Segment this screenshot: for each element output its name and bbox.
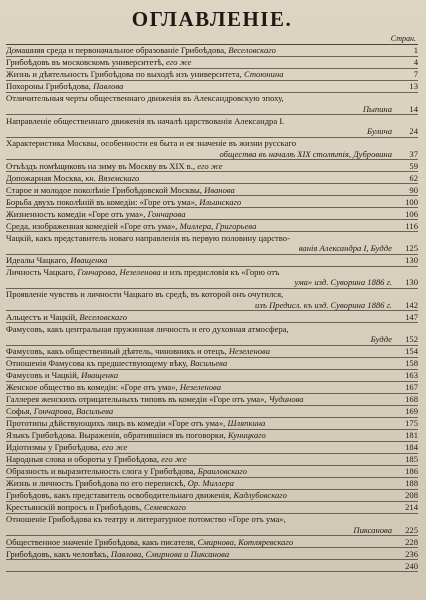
entry-page-number: 167 bbox=[405, 382, 418, 393]
entry-title-text: Альцестъ и Чацкій, bbox=[6, 311, 78, 322]
entry-title-text: Идеалы Чацкаго, bbox=[6, 254, 69, 265]
entry-title: Чацкій, какъ представитель новаго направленія въ первую половину царство- bbox=[6, 232, 290, 243]
entry-title bbox=[6, 406, 396, 416]
entry-title-text: Старое и молодое поколѣніе Грибоѣдовской Москвы, bbox=[6, 184, 202, 195]
toc-entry bbox=[6, 69, 418, 81]
entry-title-text: Общественное значеніе Грибоѣдова, какъ писателя, bbox=[6, 536, 196, 547]
entry-author: Шляпкина bbox=[227, 418, 266, 429]
entry-page-number: 158 bbox=[405, 358, 418, 369]
entry-page-number: 37 bbox=[409, 148, 418, 159]
entry-title-text: Жизнь и дѣятельность Грибоѣдова по выходѣ изъ университета, bbox=[6, 69, 242, 80]
entry-title bbox=[6, 185, 396, 195]
entry-continuation: Пыпина bbox=[362, 103, 392, 114]
entry-page-number: 175 bbox=[405, 418, 418, 429]
entry-author: Павлова, Смирнова и Пиксанова bbox=[110, 548, 230, 559]
entry-title-text: Грибоѣдовъ, какъ представитель освободительнаго движенія, bbox=[6, 490, 232, 501]
toc-entry bbox=[6, 430, 418, 442]
entry-title bbox=[6, 430, 396, 440]
page-title: ОГЛАВЛЕНІЕ. bbox=[131, 7, 293, 31]
entry-author: Куницкаго bbox=[228, 430, 266, 441]
entry-title bbox=[6, 45, 396, 55]
entry-author: Кадлубовскаго bbox=[233, 490, 287, 501]
entry-title bbox=[6, 549, 396, 559]
toc-entry bbox=[6, 81, 418, 93]
entry-title bbox=[6, 255, 396, 265]
entry-author: Смирнова, Котляревскаго bbox=[197, 536, 294, 547]
entry-author: Павлова bbox=[93, 81, 124, 92]
entry-page-number: 169 bbox=[405, 406, 418, 417]
entry-title bbox=[6, 370, 396, 380]
entry-title-text: Борьба двухъ поколѣній въ комедіи: «Горе отъ ума», bbox=[6, 196, 198, 207]
entry-continuation: изъ Предисл. къ изд. Суворина 1886 г. bbox=[254, 299, 392, 310]
entry-page-number: 152 bbox=[405, 334, 418, 345]
entry-continuation: Булича bbox=[367, 126, 392, 137]
entry-page-number: 59 bbox=[409, 160, 418, 171]
toc-entry bbox=[6, 45, 418, 57]
toc-entry bbox=[6, 232, 418, 254]
entry-author: Миллера, Григорьева bbox=[179, 220, 257, 231]
entry-author: Гончарова, Незеленова bbox=[77, 266, 161, 277]
entry-author: Васильева bbox=[190, 358, 228, 369]
entry-author: Браиловскаго bbox=[197, 466, 248, 477]
toc-entry bbox=[6, 160, 418, 172]
entry-author: его же bbox=[197, 160, 223, 171]
entry-title: Отличительныя черты общественнаго движенія въ Александровскую эпоху, bbox=[6, 93, 284, 104]
entry-author: его же bbox=[161, 454, 187, 465]
entry-page-number: 240 bbox=[405, 560, 418, 571]
toc-entry bbox=[6, 323, 418, 345]
entry-page-number: 154 bbox=[405, 346, 418, 357]
entry-title bbox=[6, 57, 396, 67]
toc-entry bbox=[6, 267, 418, 289]
entry-title-text: Отношенія Фамусова къ предшествующему вѣку, bbox=[6, 358, 188, 369]
entry-author: Незеленова bbox=[179, 382, 222, 393]
toc-entry bbox=[6, 184, 418, 196]
entry-title: Характеристика Москвы, особенности ея быта и ея значеніе въ жизни русскаго bbox=[6, 138, 297, 149]
entry-author: Будде bbox=[370, 242, 392, 253]
entry-title bbox=[6, 161, 396, 171]
entry-page-number: 214 bbox=[405, 502, 418, 513]
entry-title bbox=[6, 221, 396, 231]
entry-page-number: 184 bbox=[405, 442, 418, 453]
toc-entry bbox=[6, 536, 418, 548]
toc-entry bbox=[6, 358, 418, 370]
entry-title-text: Жизнь и личность Грибоѣдова по его перепискѣ, bbox=[6, 478, 186, 489]
toc-entry bbox=[6, 394, 418, 406]
toc-entry bbox=[6, 370, 418, 382]
toc-entry bbox=[6, 138, 418, 160]
entry-title-text: Допожарная Москва, bbox=[6, 172, 84, 183]
entry-continuation: ванія Александра I, bbox=[298, 242, 369, 253]
toc-entry bbox=[6, 115, 418, 137]
entry-title bbox=[6, 346, 396, 356]
toc-entry bbox=[6, 255, 418, 267]
entry-page-number: 106 bbox=[405, 208, 418, 219]
entry-title-text: Фамусовъ, какъ общественный дѣятель, чиновникъ и отецъ, bbox=[6, 346, 227, 357]
entry-title-text: Грибоѣдовъ, какъ человѣкъ, bbox=[6, 548, 109, 559]
entry-title: Отношеніе Грибоѣдова къ театру и литературное потомство «Горе отъ ума», bbox=[6, 514, 286, 525]
entry-title-text: Прототипы дѣйствующихъ лицъ въ комедіи «Горе отъ ума», bbox=[6, 418, 226, 429]
toc-entry bbox=[6, 560, 418, 572]
entry-title bbox=[6, 197, 396, 207]
entry-author: кн. Вяземскаго bbox=[85, 172, 140, 183]
entry-author: Ор. Миллера bbox=[187, 478, 234, 489]
entry-page-number: 125 bbox=[405, 242, 418, 253]
toc-entry bbox=[6, 490, 418, 502]
entry-title-text: Языкъ Грибоѣдова. Выраженія, обратившіяся въ поговорки, bbox=[6, 430, 226, 441]
entry-page-number: 163 bbox=[405, 370, 418, 381]
entry-author: Незеленова bbox=[228, 346, 271, 357]
toc-entry bbox=[6, 289, 418, 311]
entry-title: Фамусовъ, какъ центральная пружинная личность и его духовная атмосфера, bbox=[6, 323, 289, 334]
pages-column-label: Стран. bbox=[390, 34, 416, 43]
entry-page-number: 130 bbox=[405, 277, 418, 288]
entry-page-number: 225 bbox=[405, 524, 418, 535]
entry-author: Веселовскаго bbox=[79, 311, 128, 322]
entry-page-number: 142 bbox=[405, 299, 418, 310]
entry-author: Стоюнина bbox=[243, 69, 284, 80]
entry-title bbox=[6, 394, 396, 404]
entry-title bbox=[6, 466, 396, 476]
entry-page-number: 130 bbox=[405, 254, 418, 265]
entry-title bbox=[6, 69, 396, 79]
toc-entry bbox=[6, 466, 418, 478]
entry-page-number: 188 bbox=[405, 478, 418, 489]
entry-title bbox=[6, 490, 396, 500]
toc-entry bbox=[6, 406, 418, 418]
entry-title bbox=[6, 442, 396, 452]
entry-title-text: Отъѣздъ помѣщиковъ на зиму въ Москву въ XIX в., bbox=[6, 160, 196, 171]
entry-continuation: Будде bbox=[370, 334, 392, 345]
entry-title-text: Крестьянскій вопросъ и Грибоѣдовъ, bbox=[6, 502, 142, 513]
toc-entry bbox=[6, 57, 418, 69]
entry-author: Гончарова, Васильева bbox=[33, 406, 114, 417]
entry-page-number: 4 bbox=[413, 57, 418, 68]
entry-title-text: Похороны Грибоѣдова, bbox=[6, 81, 91, 92]
entry-author: Иващенка bbox=[81, 370, 119, 381]
entry-author: Иващенка bbox=[70, 254, 108, 265]
entry-page-number: 13 bbox=[409, 81, 418, 92]
entry-page-number: 14 bbox=[409, 103, 418, 114]
toc-list bbox=[6, 45, 418, 572]
entry-page-number: 62 bbox=[409, 172, 418, 183]
toc-entry bbox=[6, 172, 418, 184]
entry-author: Гончарова bbox=[147, 208, 186, 219]
toc-entry bbox=[6, 311, 418, 323]
toc-entry bbox=[6, 514, 418, 536]
entry-title bbox=[6, 358, 396, 368]
entry-title bbox=[6, 502, 396, 512]
entry-title: Проявленіе чувствъ и личности Чацкаго въ средѣ, въ которой онъ очутился, bbox=[6, 289, 284, 300]
toc-entry bbox=[6, 442, 418, 454]
toc-entry bbox=[6, 502, 418, 514]
entry-page-number: 186 bbox=[405, 466, 418, 477]
entry-author: Семевскаго bbox=[144, 502, 186, 513]
entry-author: Ильинскаго bbox=[199, 196, 242, 207]
entry-title-text: Идіотизмы у Грибоѣдова, bbox=[6, 442, 100, 453]
entry-page-number: 24 bbox=[409, 126, 418, 137]
entry-page-number: 236 bbox=[405, 548, 418, 559]
entry-author: Чудинова bbox=[268, 394, 304, 405]
toc-entry bbox=[6, 346, 418, 358]
entry-title bbox=[6, 81, 396, 91]
entry-title-text: Софья, bbox=[6, 406, 32, 417]
entry-title-text: Фамусовъ и Чацкій, bbox=[6, 370, 79, 381]
toc-entry bbox=[6, 382, 418, 394]
toc-entry bbox=[6, 208, 418, 220]
entry-page-number: 116 bbox=[405, 220, 418, 231]
toc-entry bbox=[6, 454, 418, 466]
entry-title: Направленіе общественнаго движенія въ началѣ царствованія Александра I. bbox=[6, 115, 285, 126]
entry-author: его же bbox=[101, 442, 128, 453]
entry-title bbox=[6, 418, 396, 428]
entry-author: Иванова bbox=[204, 184, 235, 195]
entry-title bbox=[6, 173, 396, 183]
entry-title bbox=[6, 454, 396, 464]
entry-page-number: 1 bbox=[413, 45, 418, 56]
entry-title-text: Жизненность комедіи «Горе отъ ума», bbox=[6, 208, 146, 219]
entry-title-text: Народныя слова и обороты у Грибоѣдова, bbox=[6, 454, 160, 465]
entry-continuation: общества въ началѣ XIX столѣтія, bbox=[219, 148, 352, 159]
entry-page-number: 7 bbox=[413, 69, 418, 80]
entry-title-cont: и изъ предисловія къ «Горю отъ bbox=[162, 266, 280, 277]
entry-title-text: Грибоѣдовъ въ московскомъ университетѣ, bbox=[6, 57, 164, 68]
entry-page-number: 90 bbox=[409, 184, 418, 195]
entry-title bbox=[6, 478, 396, 488]
entry-author: Дубровина bbox=[353, 148, 392, 159]
entry-continuation: Пиксанова bbox=[353, 524, 392, 535]
entry-author: его же bbox=[166, 57, 192, 68]
toc-entry bbox=[6, 478, 418, 490]
entry-title-text: Образность и выразительность слога у Грибоѣдова, bbox=[6, 466, 196, 477]
entry-title-text: Среда, изображенная комедіей «Горе отъ ума», bbox=[6, 220, 178, 231]
entry-title bbox=[6, 312, 396, 322]
entry-author: Веселовскаго bbox=[228, 45, 276, 56]
entry-title-text: Галлерея женскихъ отрицательныхъ типовъ въ комедіи «Горе отъ ума», bbox=[6, 394, 267, 405]
toc-entry bbox=[6, 418, 418, 430]
entry-page-number: 147 bbox=[405, 311, 418, 322]
entry-title bbox=[6, 382, 396, 392]
entry-title bbox=[6, 267, 418, 277]
entry-title-text: Домашняя среда и первоначальное образованіе Грибоѣдова, bbox=[6, 45, 227, 56]
entry-page-number: 181 bbox=[405, 430, 418, 441]
entry-title-text: Женское общество въ комедіи: «Горе отъ ума», bbox=[6, 382, 178, 393]
entry-continuation: ума» изд. Суворина 1886 г. bbox=[294, 277, 392, 288]
entry-title bbox=[6, 209, 396, 219]
toc-entry bbox=[6, 220, 418, 232]
entry-page-number: 208 bbox=[405, 490, 418, 501]
entry-title-text: Личность Чацкаго, bbox=[6, 266, 76, 277]
toc-entry bbox=[6, 548, 418, 560]
entry-title bbox=[6, 537, 396, 547]
entry-page-number: 185 bbox=[405, 454, 418, 465]
entry-page-number: 168 bbox=[405, 394, 418, 405]
toc-entry bbox=[6, 196, 418, 208]
entry-page-number: 100 bbox=[405, 196, 418, 207]
toc-entry bbox=[6, 93, 418, 115]
entry-page-number: 228 bbox=[405, 536, 418, 547]
